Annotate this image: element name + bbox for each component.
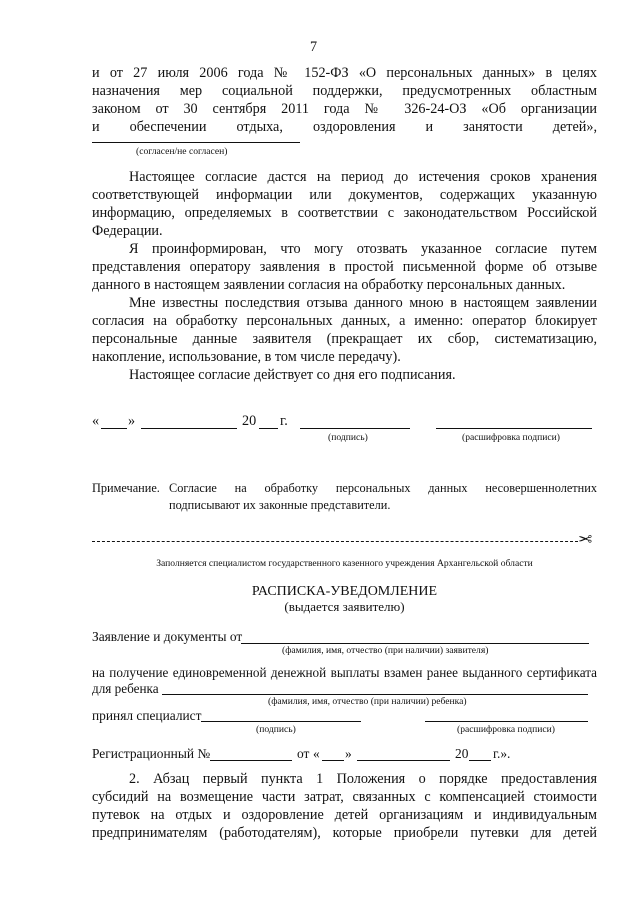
consent-text-line-2: назначения мер социальной поддержки, предусмотренных областным [92, 83, 597, 99]
paragraph-consent-period: соответствующей информации или документов, содержащих указанную информацию, определяемых в соответствии с законодательством Российской Федерации. [92, 187, 597, 239]
applicant-caption: (фамилия, имя, отчество (при наличии) заявителя) [282, 645, 489, 656]
specialist-sign-caption: (подпись) [256, 724, 296, 735]
date-close-quote: » [128, 413, 136, 429]
date-year-prefix: 20 [242, 413, 257, 429]
note-text: Согласие на обработку персональных данных несовершеннолетних подписывают их законные представители. [169, 481, 597, 512]
amendment-first-line: 2. Абзац первый пункта 1 Положения о порядке предоставления [129, 771, 597, 787]
consent-text-line-4: и обеспечении отдыха, оздоровления и занятости детей», [92, 119, 597, 135]
paragraph-revoke: Я проинформирован, что могу отозвать указанное согласие путем представления оператору заявления в простой письменной форме об отзыве данного в настоящем заявлении согласия на обработку персональных данных. [92, 241, 597, 293]
page-number: 7 [310, 39, 318, 55]
date-open-quote: « [92, 413, 100, 429]
reg-open-quote: « [313, 746, 320, 761]
reg-month-input[interactable] [357, 760, 450, 761]
date-month-input[interactable] [141, 428, 237, 429]
amendment-text: субсидий на возмещение части затрат, связанных с компенсацией стоимости путевок на отдых и оздоровление детей организациям и индивидуальным предпринимателям (работодателям), которые приобрели путевки для детей [92, 789, 597, 841]
scissors-icon: ✂ [578, 530, 593, 550]
child-caption: (фамилия, имя, отчество (при наличии) ребенка) [268, 696, 467, 707]
date-day-input[interactable] [101, 428, 127, 429]
receipt-docs-from: Заявление и документы от [92, 629, 243, 644]
reg-day-input[interactable] [322, 760, 344, 761]
receipt-for-child: для ребенка [92, 681, 159, 696]
reg-year-input[interactable] [469, 760, 491, 761]
signature-input[interactable] [300, 428, 410, 429]
agree-caption: (согласен/не согласен) [136, 146, 228, 157]
paragraph-valid-from: Настоящее согласие действует со дня его подписания. [129, 367, 456, 383]
receipt-title: РАСПИСКА-УВЕДОМЛЕНИЕ [251, 584, 438, 599]
agree-input-line[interactable] [92, 142, 300, 143]
specialist-decode-input[interactable] [425, 721, 588, 722]
reg-close-quote: » [345, 746, 352, 761]
signature-decode-input[interactable] [436, 428, 592, 429]
date-year-suffix: г. [280, 413, 288, 429]
specialist-decode-caption: (расшифровка подписи) [457, 724, 555, 735]
note-label: Примечание. [92, 481, 160, 495]
applicant-name-input[interactable] [241, 643, 589, 644]
receipt-purpose: на получение единовременной денежной выплаты взамен ранее выданного сертификата [92, 665, 597, 680]
child-name-input[interactable] [162, 694, 588, 695]
cut-line [92, 541, 578, 542]
reg-year-suffix: г.». [493, 746, 511, 761]
reg-year-prefix: 20 [455, 746, 469, 761]
receipt-accepted-by: принял специалист [92, 708, 202, 723]
reg-from-label: от [297, 746, 310, 761]
paragraph-consent-period-first: Настоящее согласие дастся на период до истечения сроков хранения [129, 169, 597, 185]
date-year-input[interactable] [259, 428, 278, 429]
consent-text-line-3: законом от 30 сентября 2011 года № 326-24-ОЗ «Об организации [92, 101, 597, 117]
receipt-subtitle: (выдается заявителю) [284, 599, 405, 614]
signature-caption: (подпись) [328, 432, 368, 443]
receipt-filled-by: Заполняется специалистом государственного казенного учреждения Архангельской области [156, 558, 533, 569]
signature-decode-caption: (расшифровка подписи) [462, 432, 560, 443]
reg-number-input[interactable] [210, 760, 292, 761]
paragraph-consequences: Мне известны последствия отзыва данного мною в настоящем заявлении согласия на обработку персональных данных, а именно: оператор блокирует персональные данные заявителя (прекращает их сбор, систематизацию, накопление, использование, в том числе передачу). [92, 295, 597, 365]
specialist-sign-input[interactable] [201, 721, 361, 722]
consent-text-line-1: и от 27 июля 2006 года № 152-ФЗ «О персональных данных» в целях [92, 65, 597, 81]
reg-number-label: Регистрационный № [92, 746, 211, 761]
